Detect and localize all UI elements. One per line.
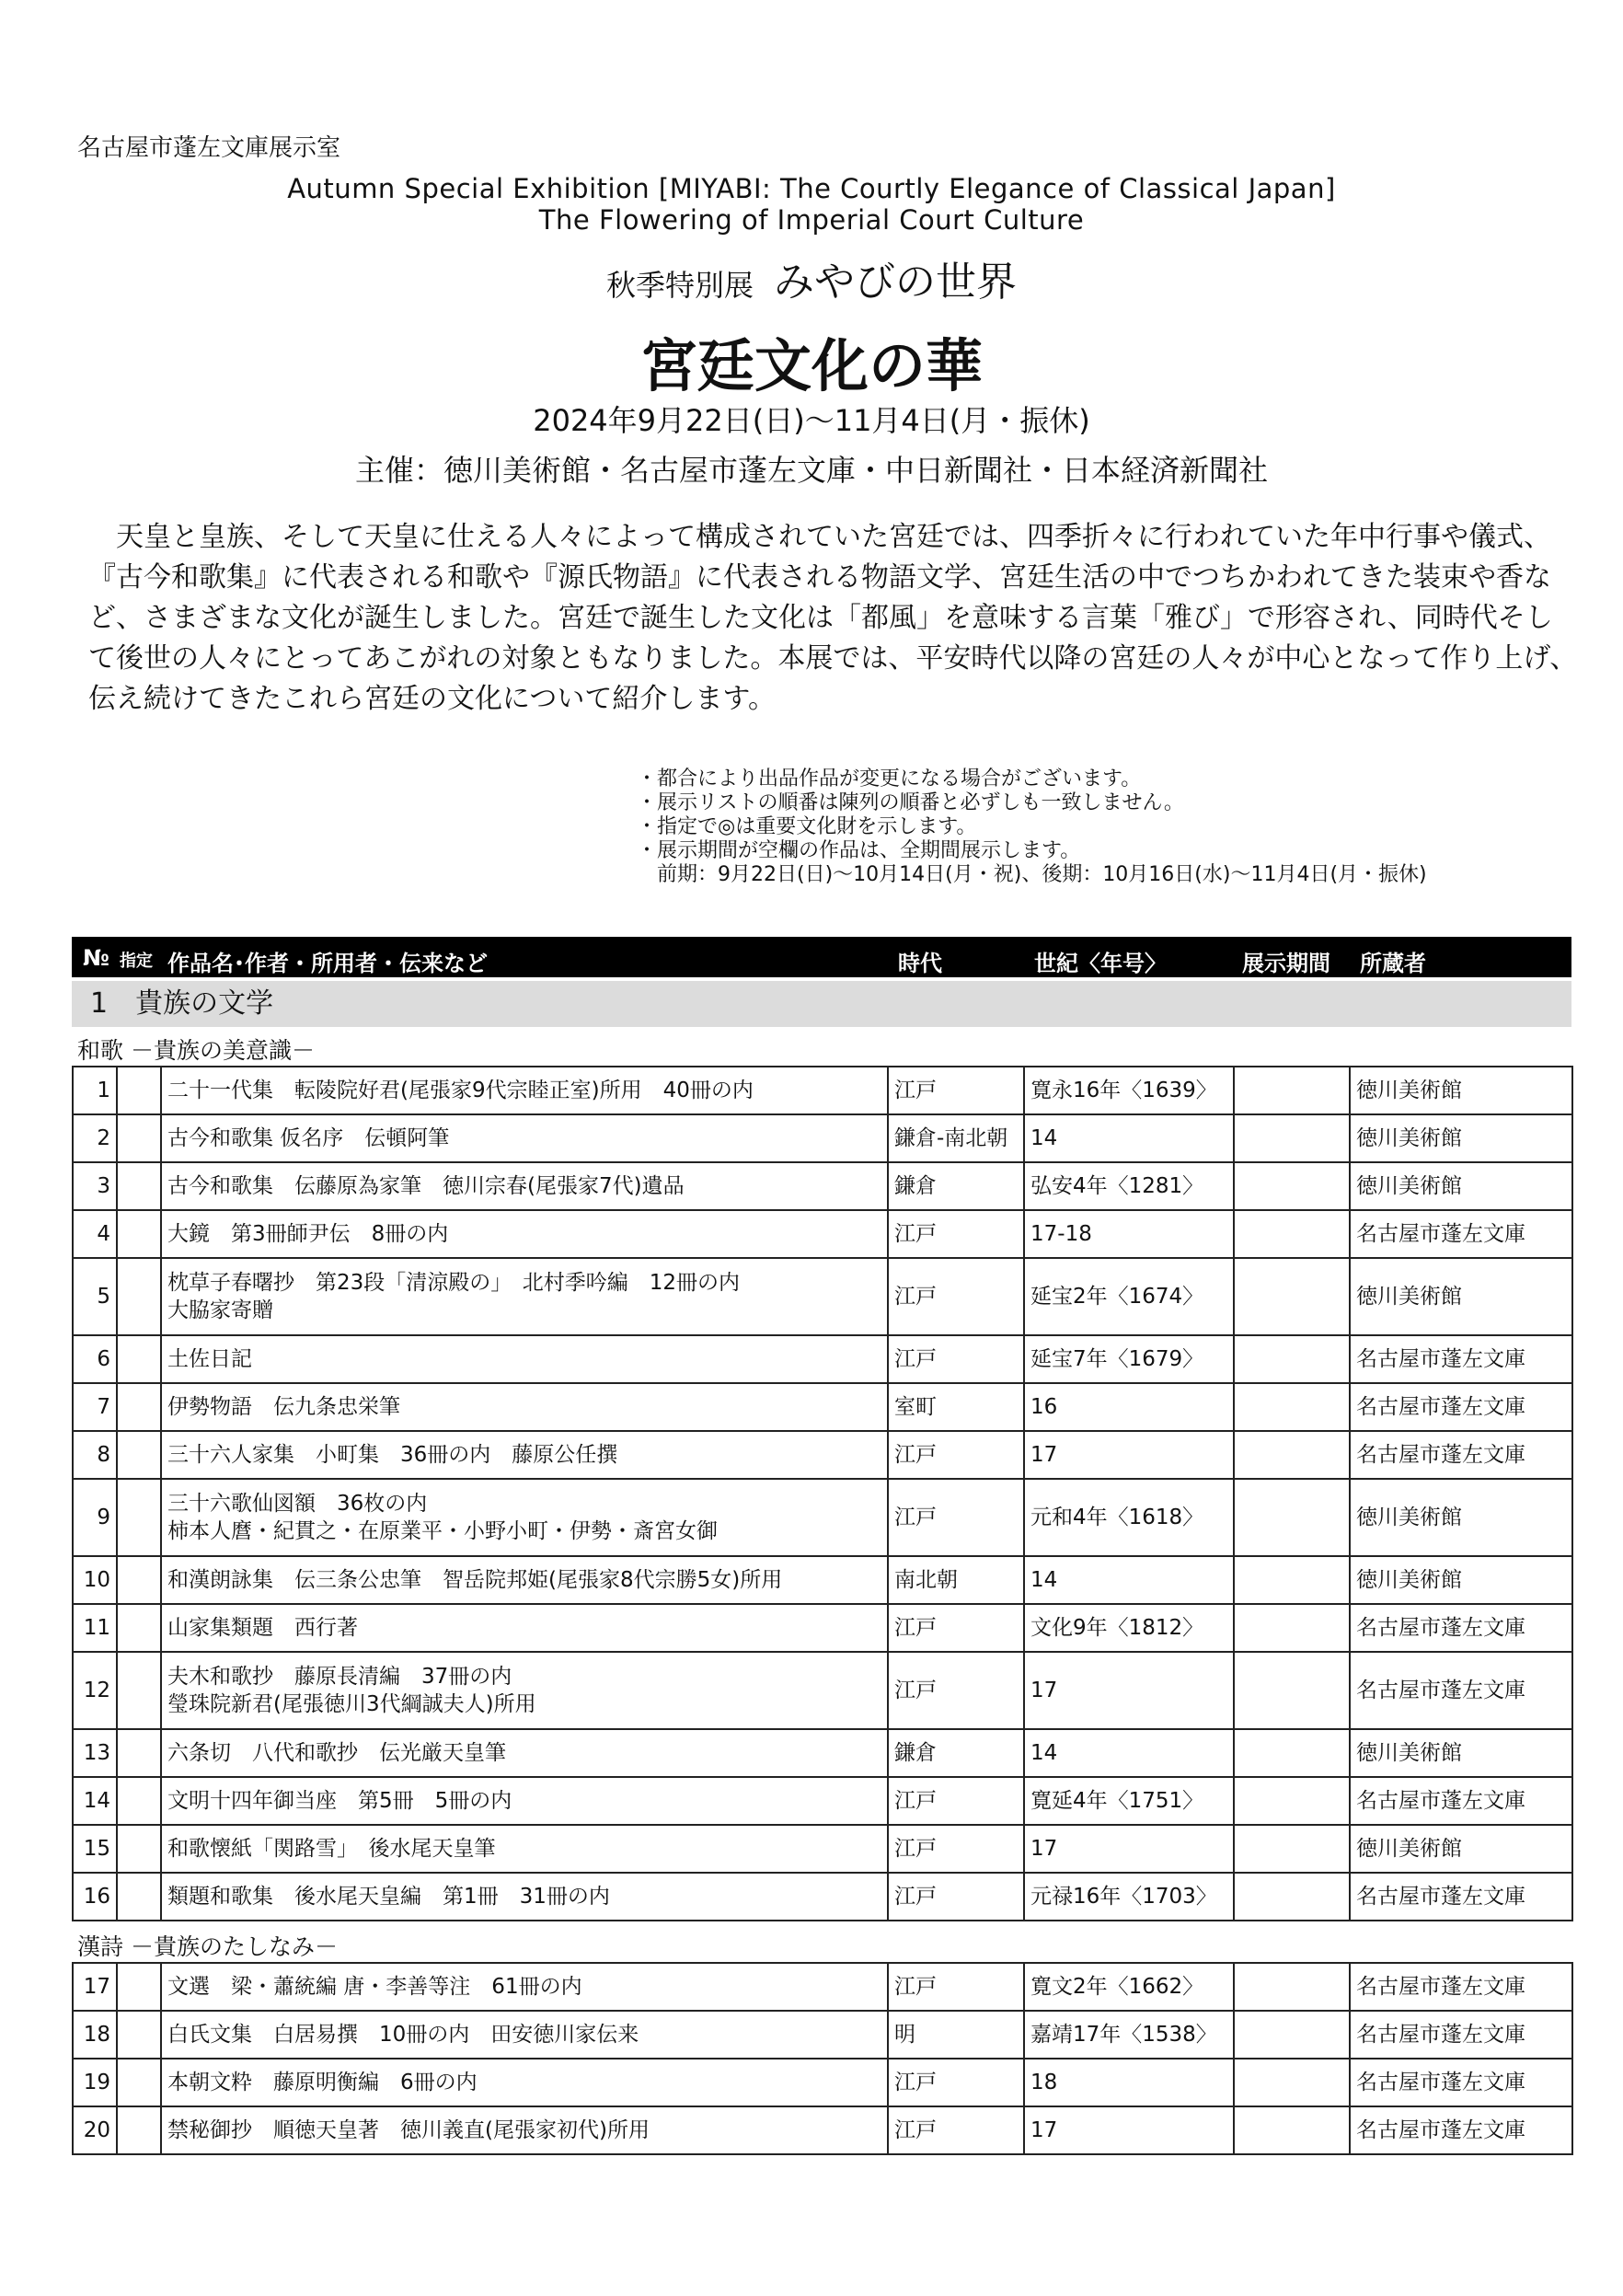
item-designation — [117, 1479, 161, 1556]
venue-label: 名古屋市蓬左文庫展示室 — [77, 134, 341, 162]
item-century: 文化9年〈1812〉 — [1024, 1604, 1234, 1652]
item-title-line: 瑩珠院新君(尾張徳川3代綱誠夫人)所用 — [167, 1692, 536, 1716]
table-row — [73, 1556, 1572, 1604]
item-title — [161, 1652, 888, 1729]
item-owner: 名古屋市蓬左文庫 — [1350, 1335, 1572, 1383]
item-title-line: 枕草子春曙抄 第23段「清涼殿の」 北村季吟編 12冊の内 — [167, 1271, 741, 1295]
japanese-subtitle — [0, 248, 1623, 307]
item-exhibit-period — [1234, 1162, 1350, 1210]
item-owner: 徳川美術館 — [1350, 1162, 1572, 1210]
item-title-line: 本朝文粋 藤原明衡編 6冊の内 — [167, 2071, 478, 2094]
item-period: 鎌倉-南北朝 — [888, 1114, 1024, 1162]
item-title-line: 三十六人家集 小町集 36冊の内 藤原公任撰 — [167, 1443, 618, 1467]
table-row — [73, 1652, 1572, 1729]
item-number: 18 — [73, 2011, 117, 2059]
item-century: 17 — [1024, 1431, 1234, 1479]
table-row — [73, 1729, 1572, 1777]
english-title — [0, 173, 1623, 236]
table-row — [73, 1210, 1572, 1258]
header-no: № — [83, 945, 109, 971]
item-title-line: 古今和歌集 伝藤原為家筆 徳川宗春(尾張家7代)遺品 — [167, 1174, 685, 1198]
item-number: 13 — [73, 1729, 117, 1777]
item-number: 17 — [73, 1963, 117, 2011]
item-title — [161, 2059, 888, 2106]
section-heading — [72, 981, 1571, 1027]
header-title: 作品名･作者・所用者・伝来など — [167, 951, 488, 976]
item-designation — [117, 2106, 161, 2154]
item-number: 7 — [73, 1383, 117, 1431]
item-century: 嘉靖17年〈1538〉 — [1024, 2011, 1234, 2059]
item-period: 江戸 — [888, 2059, 1024, 2106]
item-century: 16 — [1024, 1383, 1234, 1431]
table-row — [73, 1162, 1572, 1210]
item-number: 8 — [73, 1431, 117, 1479]
item-number: 9 — [73, 1479, 117, 1556]
item-title — [161, 1556, 888, 1604]
header-exhibit-period: 展示期間 — [1242, 951, 1330, 976]
item-designation — [117, 1162, 161, 1210]
note-item: ・展示期間が空欄の作品は、全期間展示します。 — [637, 839, 1081, 862]
items-table-waka — [72, 1066, 1573, 1921]
table-header — [72, 937, 1571, 977]
item-exhibit-period — [1234, 1963, 1350, 2011]
item-number: 5 — [73, 1258, 117, 1335]
item-designation — [117, 1652, 161, 1729]
item-title-line: 古今和歌集 仮名序 伝頓阿筆 — [167, 1126, 450, 1150]
item-exhibit-period — [1234, 1825, 1350, 1873]
item-exhibit-period — [1234, 1067, 1350, 1114]
item-number: 2 — [73, 1114, 117, 1162]
item-period: 江戸 — [888, 1258, 1024, 1335]
organizers: 主催：徳川美術館・名古屋市蓬左文庫・中日新聞社・日本経済新聞社 — [354, 453, 1268, 488]
item-designation — [117, 1114, 161, 1162]
item-title-line: 三十六歌仙図額 36枚の内 — [167, 1492, 428, 1516]
table-row — [73, 2106, 1572, 2154]
item-exhibit-period — [1234, 2106, 1350, 2154]
subtitle-prefix: 秋季特別展 — [605, 268, 754, 303]
item-title-line: 大鏡 第3冊師尹伝 8冊の内 — [167, 1222, 449, 1246]
item-number: 11 — [73, 1604, 117, 1652]
table-row — [73, 1431, 1572, 1479]
item-title — [161, 1067, 888, 1114]
item-number: 19 — [73, 2059, 117, 2106]
item-century: 14 — [1024, 1556, 1234, 1604]
item-century: 寛延4年〈1751〉 — [1024, 1777, 1234, 1825]
item-century: 延宝2年〈1674〉 — [1024, 1258, 1234, 1335]
item-century: 寛文2年〈1662〉 — [1024, 1963, 1234, 2011]
item-period: 鎌倉 — [888, 1162, 1024, 1210]
item-title — [161, 1210, 888, 1258]
item-title — [161, 1335, 888, 1383]
item-owner: 徳川美術館 — [1350, 1258, 1572, 1335]
item-century: 延宝7年〈1679〉 — [1024, 1335, 1234, 1383]
note-item: ・都合により出品作品が変更になる場合がございます。 — [637, 767, 1142, 790]
item-century: 元禄16年〈1703〉 — [1024, 1873, 1234, 1921]
item-owner: 徳川美術館 — [1350, 1729, 1572, 1777]
header-designation: 指定 — [120, 952, 153, 971]
item-owner: 名古屋市蓬左文庫 — [1350, 1383, 1572, 1431]
item-number: 14 — [73, 1777, 117, 1825]
item-title — [161, 2011, 888, 2059]
item-title-line: 伊勢物語 伝九条忠栄筆 — [167, 1395, 400, 1419]
item-title-line: 文明十四年御当座 第5冊 5冊の内 — [167, 1789, 512, 1813]
item-title-line: 和漢朗詠集 伝三条公忠筆 智岳院邦姫(尾張家8代宗勝5女)所用 — [167, 1568, 783, 1592]
item-period: 江戸 — [888, 1604, 1024, 1652]
item-designation — [117, 2059, 161, 2106]
item-owner: 名古屋市蓬左文庫 — [1350, 2059, 1572, 2106]
table-row — [73, 1777, 1572, 1825]
item-title-line: 白氏文集 白居易撰 10冊の内 田安徳川家伝来 — [167, 2023, 639, 2047]
item-century: 元和4年〈1618〉 — [1024, 1479, 1234, 1556]
item-owner: 名古屋市蓬左文庫 — [1350, 2106, 1572, 2154]
item-number: 6 — [73, 1335, 117, 1383]
table-row — [73, 1604, 1572, 1652]
item-exhibit-period — [1234, 1873, 1350, 1921]
item-title — [161, 2106, 888, 2154]
item-exhibit-period — [1234, 1652, 1350, 1729]
item-exhibit-period — [1234, 1729, 1350, 1777]
table-row — [73, 2059, 1572, 2106]
item-title-line: 類題和歌集 後水尾天皇編 第1冊 31冊の内 — [167, 1885, 610, 1909]
item-title — [161, 1825, 888, 1873]
item-exhibit-period — [1234, 1114, 1350, 1162]
item-exhibit-period — [1234, 1383, 1350, 1431]
japanese-main-title: 宮廷文化の華 — [639, 332, 983, 399]
item-title — [161, 1873, 888, 1921]
item-owner: 徳川美術館 — [1350, 1825, 1572, 1873]
item-exhibit-period — [1234, 1604, 1350, 1652]
notes-list — [637, 767, 1427, 887]
item-century: 17 — [1024, 1825, 1234, 1873]
item-period: 江戸 — [888, 1431, 1024, 1479]
item-owner: 名古屋市蓬左文庫 — [1350, 1963, 1572, 2011]
item-exhibit-period — [1234, 1431, 1350, 1479]
item-owner: 徳川美術館 — [1350, 1479, 1572, 1556]
item-title-line: 山家集類題 西行著 — [167, 1616, 358, 1640]
item-period: 江戸 — [888, 1210, 1024, 1258]
item-owner: 徳川美術館 — [1350, 1067, 1572, 1114]
item-designation — [117, 1777, 161, 1825]
item-number: 15 — [73, 1825, 117, 1873]
item-title — [161, 1383, 888, 1431]
item-owner: 徳川美術館 — [1350, 1114, 1572, 1162]
item-owner: 徳川美術館 — [1350, 1556, 1572, 1604]
header-owner: 所蔵者 — [1360, 951, 1426, 976]
subtitle-main: みやびの世界 — [774, 259, 1017, 306]
item-period: 江戸 — [888, 1825, 1024, 1873]
items-table-kanshi — [72, 1962, 1573, 2155]
item-title — [161, 1162, 888, 1210]
english-title-line1: Autumn Special Exhibition [MIYABI: The Courtly Elegance of Classical Japan] — [287, 173, 1336, 204]
item-designation — [117, 1335, 161, 1383]
item-title — [161, 1258, 888, 1335]
item-owner: 名古屋市蓬左文庫 — [1350, 1777, 1572, 1825]
exhibition-dates: 2024年9月22日(日)～11月4日(月・振休) — [533, 403, 1090, 438]
header-period: 時代 — [898, 951, 942, 976]
item-period: 室町 — [888, 1383, 1024, 1431]
note-item: ・展示リストの順番は陳列の順番と必ずしも一致しません。 — [637, 791, 1184, 814]
item-owner: 名古屋市蓬左文庫 — [1350, 1604, 1572, 1652]
table-row — [73, 1873, 1572, 1921]
item-owner: 名古屋市蓬左文庫 — [1350, 1210, 1572, 1258]
item-designation — [117, 1729, 161, 1777]
item-period: 明 — [888, 2011, 1024, 2059]
item-period: 江戸 — [888, 1335, 1024, 1383]
item-title-line: 夫木和歌抄 藤原長清編 37冊の内 — [167, 1665, 512, 1689]
item-title-line: 文選 梁・蕭統編 唐・李善等注 61冊の内 — [167, 1975, 582, 1999]
item-century: 17 — [1024, 2106, 1234, 2154]
subcategory-label: 和歌 －貴族の美意識－ — [77, 1037, 315, 1064]
item-number: 16 — [73, 1873, 117, 1921]
item-number: 4 — [73, 1210, 117, 1258]
item-century: 14 — [1024, 1114, 1234, 1162]
item-title-line: 土佐日記 — [167, 1347, 252, 1371]
item-owner: 名古屋市蓬左文庫 — [1350, 2011, 1572, 2059]
item-period: 南北朝 — [888, 1556, 1024, 1604]
item-century: 17 — [1024, 1652, 1234, 1729]
item-owner: 名古屋市蓬左文庫 — [1350, 1431, 1572, 1479]
item-century: 14 — [1024, 1729, 1234, 1777]
item-exhibit-period — [1234, 1777, 1350, 1825]
item-title-line: 大脇家寄贈 — [167, 1298, 273, 1322]
table-row — [73, 1825, 1572, 1873]
item-exhibit-period — [1234, 1258, 1350, 1335]
item-designation — [117, 1383, 161, 1431]
item-period: 江戸 — [888, 1873, 1024, 1921]
item-number: 1 — [73, 1067, 117, 1114]
item-title — [161, 1604, 888, 1652]
header-century: 世紀〈年号〉 — [1034, 951, 1167, 976]
item-designation — [117, 1210, 161, 1258]
item-period: 江戸 — [888, 1963, 1024, 2011]
item-period: 鎌倉 — [888, 1729, 1024, 1777]
item-title-line: 六条切 八代和歌抄 伝光厳天皇筆 — [167, 1741, 506, 1765]
item-designation — [117, 2011, 161, 2059]
item-title — [161, 1777, 888, 1825]
table-row — [73, 2011, 1572, 2059]
item-title — [161, 1963, 888, 2011]
item-exhibit-period — [1234, 1479, 1350, 1556]
item-designation — [117, 1873, 161, 1921]
item-period: 江戸 — [888, 2106, 1024, 2154]
item-exhibit-period — [1234, 2059, 1350, 2106]
item-period: 江戸 — [888, 1652, 1024, 1729]
table-row — [73, 1479, 1572, 1556]
section-title: 1 貴族の文学 — [90, 987, 274, 1020]
table-row — [73, 1963, 1572, 2011]
item-designation — [117, 1067, 161, 1114]
item-designation — [117, 1556, 161, 1604]
item-exhibit-period — [1234, 1210, 1350, 1258]
item-century: 寛永16年〈1639〉 — [1024, 1067, 1234, 1114]
table-row — [73, 1114, 1572, 1162]
item-owner: 名古屋市蓬左文庫 — [1350, 1873, 1572, 1921]
item-number: 10 — [73, 1556, 117, 1604]
english-title-line2: The Flowering of Imperial Court Culture — [538, 204, 1085, 236]
item-designation — [117, 1825, 161, 1873]
item-period: 江戸 — [888, 1479, 1024, 1556]
table-row — [73, 1383, 1572, 1431]
item-designation — [117, 1258, 161, 1335]
item-exhibit-period — [1234, 2011, 1350, 2059]
item-period: 江戸 — [888, 1067, 1024, 1114]
item-title — [161, 1479, 888, 1556]
note-item: 前期：9月22日(日)～10月14日(月・祝)、後期：10月16日(水)～11月4日(月・振休) — [637, 863, 1427, 886]
item-period: 江戸 — [888, 1777, 1024, 1825]
item-title — [161, 1729, 888, 1777]
item-owner: 名古屋市蓬左文庫 — [1350, 1652, 1572, 1729]
item-title — [161, 1114, 888, 1162]
item-number: 3 — [73, 1162, 117, 1210]
item-title-line: 柿本人麿・紀貫之・在原業平・小野小町・伊勢・斎宮女御 — [167, 1519, 718, 1543]
item-title-line: 禁秘御抄 順徳天皇著 徳川義直(尾張家初代)所用 — [167, 2118, 650, 2142]
subcategory-label: 漢詩 －貴族のたしなみ－ — [77, 1933, 338, 1960]
item-title-line: 和歌懐紙「関路雪」 後水尾天皇筆 — [167, 1837, 496, 1861]
item-number: 20 — [73, 2106, 117, 2154]
table-row — [73, 1335, 1572, 1383]
item-title-line: 二十一代集 転陵院好君(尾張家9代宗睦正室)所用 40冊の内 — [167, 1079, 754, 1102]
item-designation — [117, 1431, 161, 1479]
item-number: 12 — [73, 1652, 117, 1729]
item-title — [161, 1431, 888, 1479]
item-century: 弘安4年〈1281〉 — [1024, 1162, 1234, 1210]
table-row — [73, 1258, 1572, 1335]
item-century: 17-18 — [1024, 1210, 1234, 1258]
item-exhibit-period — [1234, 1335, 1350, 1383]
note-item: ・指定で◎は重要文化財を示します。 — [637, 815, 977, 838]
item-designation — [117, 1604, 161, 1652]
item-exhibit-period — [1234, 1556, 1350, 1604]
table-row — [73, 1067, 1572, 1114]
item-century: 18 — [1024, 2059, 1234, 2106]
item-designation — [117, 1963, 161, 2011]
intro-paragraph: 天皇と皇族、そして天皇に仕える人々によって構成されていた宮廷では、四季折々に行われていた年中行事や儀式、『古今和歌集』に代表される和歌や『源氏物語』に代表される物語文学、宮廷生活の中でつちかわれてきた装束や香など、さまざまな文化が誕生しました。宮廷で誕生した文化は「都風」を意味する言葉「雅び」で形容され、同時代そして後世の人々にとってあこがれの対象ともなりました。本展では、平安時代以降の宮廷の人々が中心となって作り上げ、伝え続けてきたこれら宮廷の文化について紹介します。 — [88, 521, 1578, 715]
